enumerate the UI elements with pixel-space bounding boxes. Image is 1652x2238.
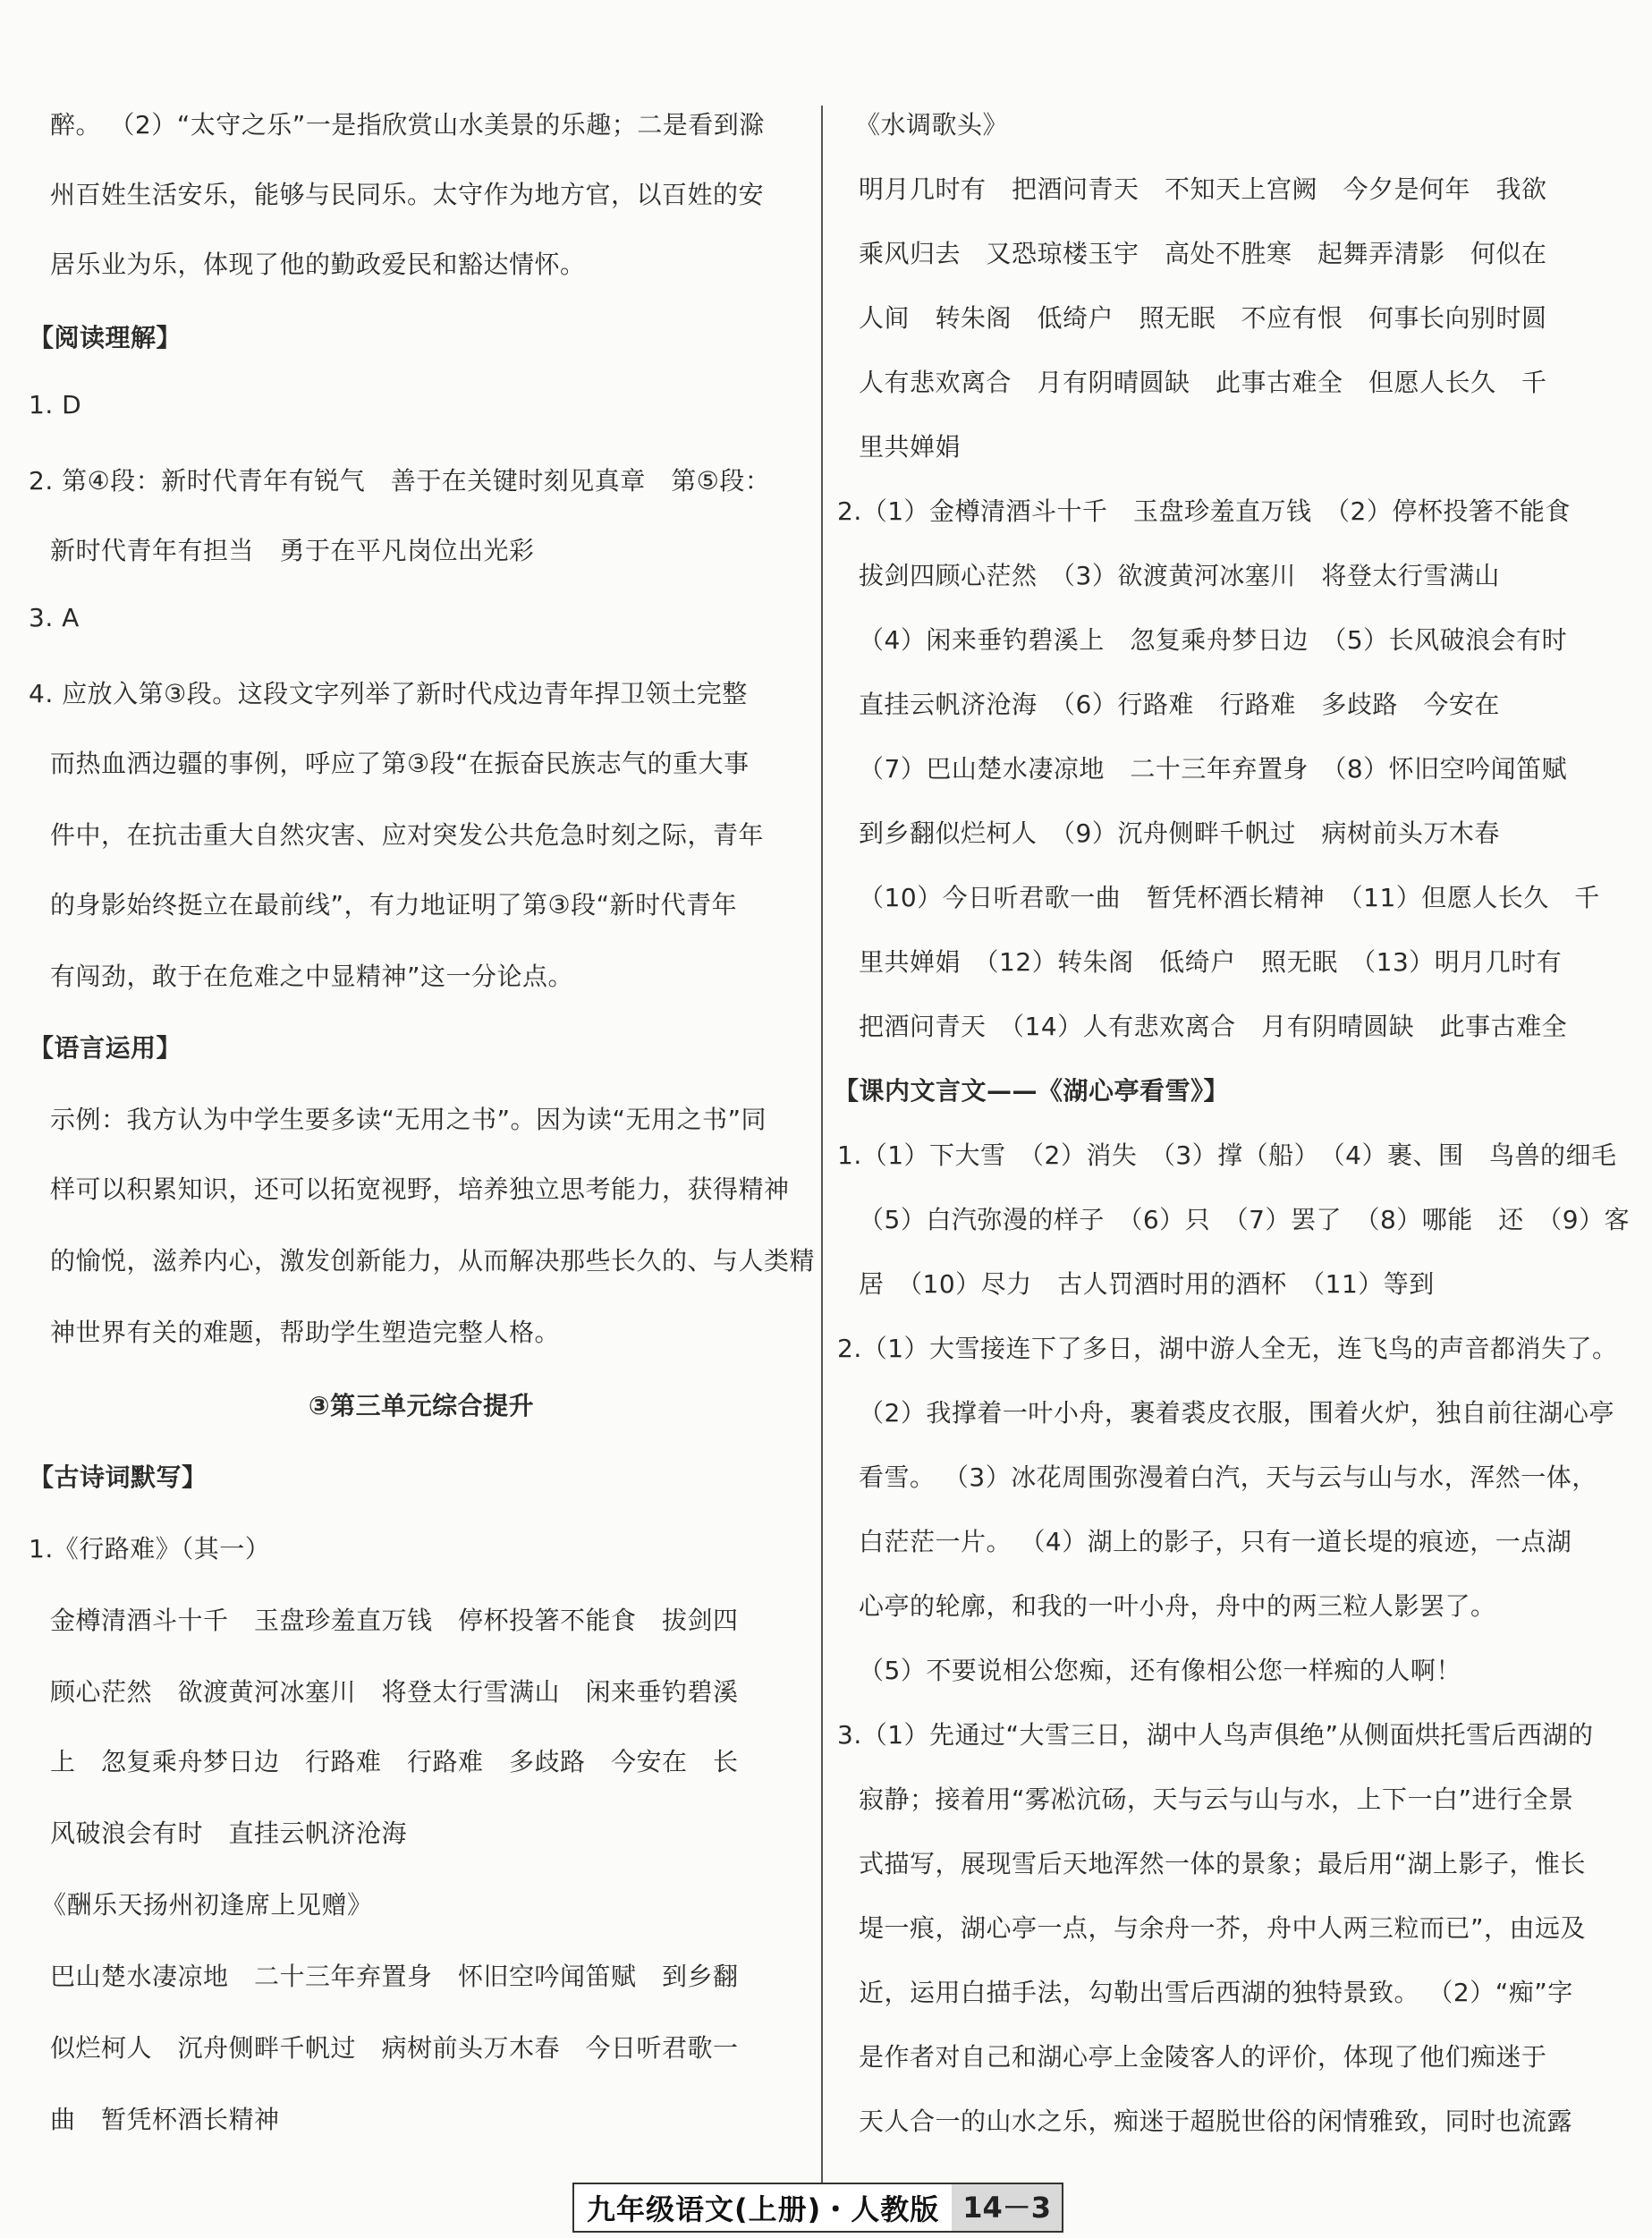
text-line: （10）今日听君歌一曲 暂凭杯酒长精神 （11）但愿人长久 千 xyxy=(859,883,1600,912)
text-line: 的身影始终挺立在最前线”，有力地证明了第③段“新时代青年 xyxy=(50,890,738,920)
text-line: 金樽清酒斗十千 玉盘珍羞直万钱 停杯投箸不能食 拔剑四 xyxy=(50,1606,739,1635)
text-line: 到乡翻似烂柯人 （9）沉舟侧畔千帆过 病树前头万木春 xyxy=(859,818,1500,848)
section-heading: 【阅读理解】 xyxy=(29,323,182,352)
text-line: 1.（1）下大雪 （2）消失 （3）撑（船） （4）裹、围 鸟兽的细毛 xyxy=(837,1140,1617,1170)
text-line: （4）闲来垂钓碧溪上 忽复乘舟梦日边 （5）长风破浪会有时 xyxy=(859,625,1568,655)
text-line: 3.（1）先通过“大雪三日，湖中人鸟声俱绝”从侧面烘托雪后西湖的 xyxy=(837,1720,1594,1750)
text-line: （2）我撑着一叶小舟，裹着裘皮衣服，围着火炉，独自前往湖心亭 xyxy=(859,1398,1614,1428)
text-line: 神世界有关的难题，帮助学生塑造完整人格。 xyxy=(50,1318,561,1347)
text-line: 似烂柯人 沉舟侧畔千帆过 病树前头万木春 今日听君歌一 xyxy=(50,2033,739,2063)
unit-title: ③第三单元综合提升 xyxy=(308,1391,535,1420)
text-line: 直挂云帆济沧海 （6）行路难 行路难 多歧路 今安在 xyxy=(859,690,1500,719)
text-line: 曲 暂凭杯酒长精神 xyxy=(50,2105,280,2134)
text-line: 2.（1）金樽清酒斗十千 玉盘珍羞直万钱 （2）停杯投箸不能食 xyxy=(837,496,1571,526)
text-line: 里共婵娟 （12）转朱阁 低绮户 照无眠 （13）明月几时有 xyxy=(859,947,1563,977)
column-divider xyxy=(821,106,823,2190)
text-line: 近，运用白描手法，勾勒出雪后西湖的独特景致。 （2）“痴”字 xyxy=(859,1978,1573,2007)
text-line: 天人合一的山水之乐，痴迷于超脱世俗的闲情雅致，同时也流露 xyxy=(859,2107,1573,2136)
text-line: 3. A xyxy=(29,603,80,632)
section-heading: 【课内文言文——《湖心亭看雪》】 xyxy=(834,1076,1230,1106)
text-line: 风破浪会有时 直挂云帆济沧海 xyxy=(50,1818,408,1848)
text-line: 件中，在抗击重大自然灾害、应对突发公共危急时刻之际，青年 xyxy=(50,820,765,850)
text-line: 1. D xyxy=(29,390,82,420)
book-title: 九年级语文(上册)・人教版 xyxy=(587,2192,940,2226)
text-line: 心亭的轮廓，和我的一叶小舟，舟中的两三粒人影罢了。 xyxy=(859,1591,1496,1621)
text-line: 居 （10）尽力 古人罚酒时用的酒杯 （11）等到 xyxy=(859,1269,1435,1299)
text-line: 新时代青年有担当 勇于在平凡岗位出光彩 xyxy=(50,536,535,565)
text-line: 样可以积累知识，还可以拓宽视野，培养独立思考能力，获得精神 xyxy=(50,1174,790,1204)
text-line: 明月几时有 把酒问青天 不知天上宫阙 今夕是何年 我欲 xyxy=(859,174,1547,204)
poem-title: 《水调歌头》 xyxy=(855,110,1009,140)
text-line: 上 忽复乘舟梦日边 行路难 行路难 多歧路 今安在 长 xyxy=(50,1747,739,1776)
text-line: 醉。 （2）“太守之乐”一是指欣赏山水美景的乐趣；二是看到滁 xyxy=(50,110,765,140)
page-footer xyxy=(572,2183,1063,2233)
text-line: 2.（1）大雪接连下了多日，湖中游人全无，连飞鸟的声音都消失了。 xyxy=(837,1334,1618,1363)
text-line: 而热血洒边疆的事例，呼应了第③段“在振奋民族志气的重大事 xyxy=(50,749,750,778)
section-heading: 【古诗词默写】 xyxy=(29,1462,208,1492)
text-line: 州百姓生活安乐，能够与民同乐。太守作为地方官，以百姓的安 xyxy=(50,180,765,209)
text-line: 里共婵娟 xyxy=(859,432,962,462)
text-line: 看雪。 （3）冰花周围弥漫着白汽，天与云与山与水，浑然一体， xyxy=(859,1462,1597,1492)
text-line: （5）不要说相公您痴，还有像相公您一样痴的人啊！ xyxy=(859,1656,1461,1685)
text-line: 1.《行路难》（其一） xyxy=(29,1534,271,1564)
text-line: 式描写，展现雪后天地浑然一体的景象；最后用“湖上影子，惟长 xyxy=(859,1849,1587,1878)
text-line: 堤一痕，湖心亭一点，与余舟一芥，舟中人两三粒而已”，由远及 xyxy=(859,1913,1587,1943)
text-line: 巴山楚水凄凉地 二十三年弃置身 怀旧空吟闻笛赋 到乡翻 xyxy=(50,1962,739,1991)
text-line: 顾心茫然 欲渡黄河冰塞川 将登太行雪满山 闲来垂钓碧溪 xyxy=(50,1677,739,1707)
text-line: 乘风归去 又恐琼楼玉宇 高处不胜寒 起舞弄清影 何似在 xyxy=(859,239,1547,268)
section-heading: 【语言运用】 xyxy=(29,1033,182,1063)
text-line: 的愉悦，滋养内心，激发创新能力，从而解决那些长久的、与人类精 xyxy=(50,1246,816,1276)
text-line: 人间 转朱阁 低绮户 照无眠 不应有恨 何事长向别时圆 xyxy=(859,303,1547,333)
text-line: 白茫茫一片。 （4）湖上的影子，只有一道长堤的痕迹，一点湖 xyxy=(859,1527,1572,1556)
text-line: 4. 应放入第③段。这段文字列举了新时代戍边青年捍卫领土完整 xyxy=(29,679,748,708)
text-line: 居乐业为乐，体现了他的勤政爱民和豁达情怀。 xyxy=(50,250,586,279)
text-line: （7）巴山楚水凄凉地 二十三年弃置身 （8）怀旧空吟闻笛赋 xyxy=(859,754,1568,784)
text-line: 拔剑四顾心茫然 （3）欲渡黄河冰塞川 将登太行雪满山 xyxy=(859,561,1500,590)
text-line: 把酒问青天 （14）人有悲欢离合 月有阴晴圆缺 此事古难全 xyxy=(859,1012,1568,1041)
text-line: 示例：我方认为中学生要多读“无用之书”。因为读“无用之书”同 xyxy=(50,1105,767,1134)
text-line: 寂静；接着用“雾凇沆砀，天与云与山与水，上下一白”进行全景 xyxy=(859,1784,1574,1814)
text-line: 是作者对自己和湖心亭上金陵客人的评价，体现了他们痴迷于 xyxy=(859,2042,1547,2072)
text-line: 人有悲欢离合 月有阴晴圆缺 此事古难全 但愿人长久 千 xyxy=(859,368,1547,397)
text-line: 2. 第④段：新时代青年有锐气 善于在关键时刻见真章 第⑤段： xyxy=(29,466,771,496)
poem-title: 《酬乐天扬州初逢席上见赠》 xyxy=(41,1890,373,1920)
text-line: （5）白汽弥漫的样子 （6）只 （7）罢了 （8）哪能 还 （9）客 xyxy=(859,1205,1631,1234)
text-line: 有闯劲，敢于在危难之中显精神”这一分论点。 xyxy=(50,962,574,991)
page-number: 14－3 xyxy=(952,2184,1062,2231)
